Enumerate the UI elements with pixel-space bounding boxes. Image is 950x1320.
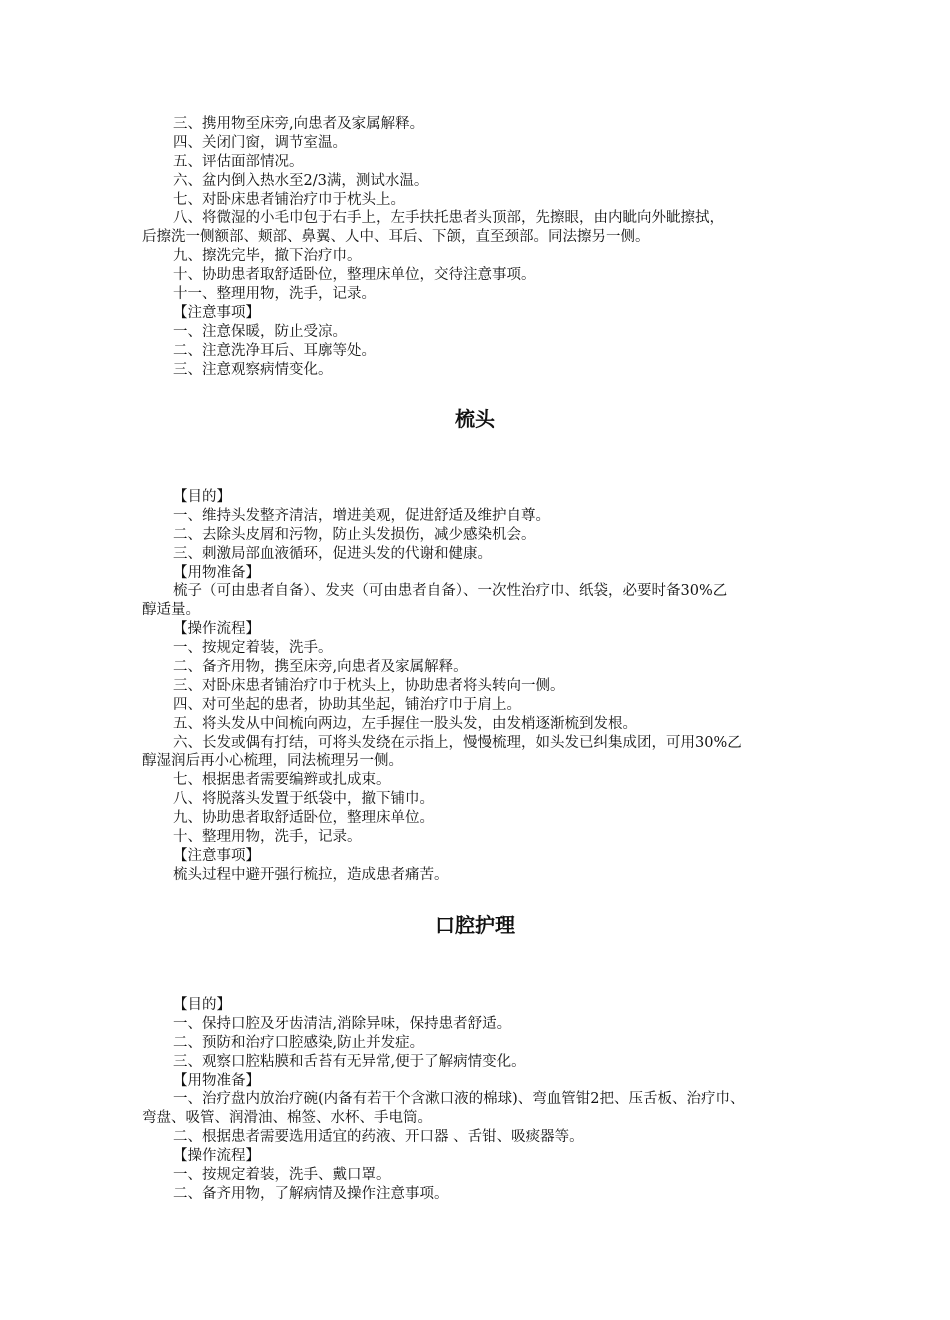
text-line: 三、对卧床患者铺治疗巾于枕头上，协助患者将头转向一侧。 [173, 677, 565, 694]
text-line: 【用物准备】 [173, 1072, 260, 1089]
text-line: 一、注意保暖，防止受凉。 [173, 323, 347, 340]
text-line: 四、关闭门窗，调节室温。 [173, 134, 347, 151]
text-line: 梳头过程中避开强行梳拉，造成患者痛苦。 [173, 866, 449, 883]
text-line: 三、刺激局部血液循环，促进头发的代谢和健康。 [173, 545, 492, 562]
text-line: 二、预防和治疗口腔感染,防止并发症。 [173, 1034, 425, 1051]
text-line: 十、整理用物，洗手，记录。 [173, 829, 362, 846]
text-line: 七、根据患者需要编辫或扎成束。 [173, 772, 391, 789]
text-line: 九、协助患者取舒适卧位，整理床单位。 [173, 810, 434, 827]
face-wash-procedure [142, 115, 832, 379]
text-line: 三、观察口腔粘膜和舌苔有无异常,便于了解病情变化。 [173, 1053, 526, 1070]
text-line: 二、备齐用物，了解病情及操作注意事项。 [173, 1185, 449, 1202]
text-line: 后擦洗一侧额部、颊部、鼻翼、人中、耳后、下颌，直至颈部。同法擦另一侧。 [142, 229, 650, 246]
text-line: 八、将微湿的小毛巾包于右手上，左手扶托患者头顶部，先擦眼，由内眦向外眦擦拭， [173, 210, 724, 227]
text-line: 【注意事项】 [173, 847, 260, 864]
text-line: 梳子（可由患者自备）、发夹（可由患者自备）、一次性治疗巾、纸袋，必要时备30%乙 [173, 583, 728, 600]
text-line: 一、按规定着装，洗手。 [173, 640, 333, 657]
text-line: 弯盘、吸管、润滑油、棉签、水杯、手电筒。 [142, 1110, 432, 1127]
text-line: 【用物准备】 [173, 564, 260, 581]
comb-hair-body [142, 488, 832, 885]
text-line: 十、协助患者取舒适卧位，整理床单位，交待注意事项。 [173, 267, 536, 284]
text-line: 九、擦洗完毕，撤下治疗巾。 [173, 248, 362, 265]
text-line: 【操作流程】 [173, 621, 260, 638]
oral-care-title: 口腔护理 [435, 913, 515, 937]
text-line: 一、按规定着装，洗手、戴口罩。 [173, 1167, 391, 1184]
text-line: 七、对卧床患者铺治疗巾于枕头上。 [173, 191, 405, 208]
text-line: 六、盆内倒入热水至2/3满，测试水温。 [173, 172, 429, 189]
text-line: 五、将头发从中间梳向两边，左手握住一股头发，由发梢逐渐梳到发根。 [173, 715, 637, 732]
text-line: 醇湿润后再小心梳理，同法梳理另一侧。 [142, 753, 403, 770]
text-line: 【操作流程】 [173, 1148, 260, 1165]
text-line: 【注意事项】 [173, 304, 260, 321]
text-line: 十一、整理用物，洗手，记录。 [173, 286, 376, 303]
text-line: 【目的】 [173, 489, 231, 505]
text-line: 五、评估面部情况。 [173, 153, 304, 170]
text-line: 一、保持口腔及牙齿清洁,消除异味，保持患者舒适。 [173, 1015, 512, 1032]
text-line: 二、去除头皮屑和污物，防止头发损伤，减少感染机会。 [173, 526, 536, 543]
text-line: 八、将脱落头发置于纸袋中，撤下铺巾。 [173, 791, 434, 808]
text-line: 二、根据患者需要选用适宜的药液、开口器 、舌钳、吸痰器等。 [173, 1129, 584, 1146]
text-line: 【目的】 [173, 997, 231, 1013]
text-line: 四、对可坐起的患者，协助其坐起，铺治疗巾于肩上。 [173, 696, 521, 713]
text-line: 六、长发或偶有打结，可将头发绕在示指上，慢慢梳理，如头发已纠集成团，可用30%乙 [173, 734, 742, 751]
text-line: 一、维持头发整齐清洁，增进美观，促进舒适及维护自尊。 [173, 507, 550, 524]
text-line: 三、携用物至床旁,向患者及家属解释。 [173, 116, 425, 132]
text-line: 醇适量。 [142, 602, 200, 619]
text-line: 二、注意洗净耳后、耳廓等处。 [173, 342, 376, 359]
comb-hair-title: 梳头 [455, 407, 495, 431]
oral-care-body [142, 996, 832, 1204]
text-line: 二、备齐用物，携至床旁,向患者及家属解释。 [173, 659, 468, 676]
text-line: 三、注意观察病情变化。 [173, 361, 333, 378]
text-line: 一、治疗盘内放治疗碗(内备有若干个含漱口液的棉球)、弯血管钳2把、压舌板、治疗巾、 [173, 1091, 745, 1108]
